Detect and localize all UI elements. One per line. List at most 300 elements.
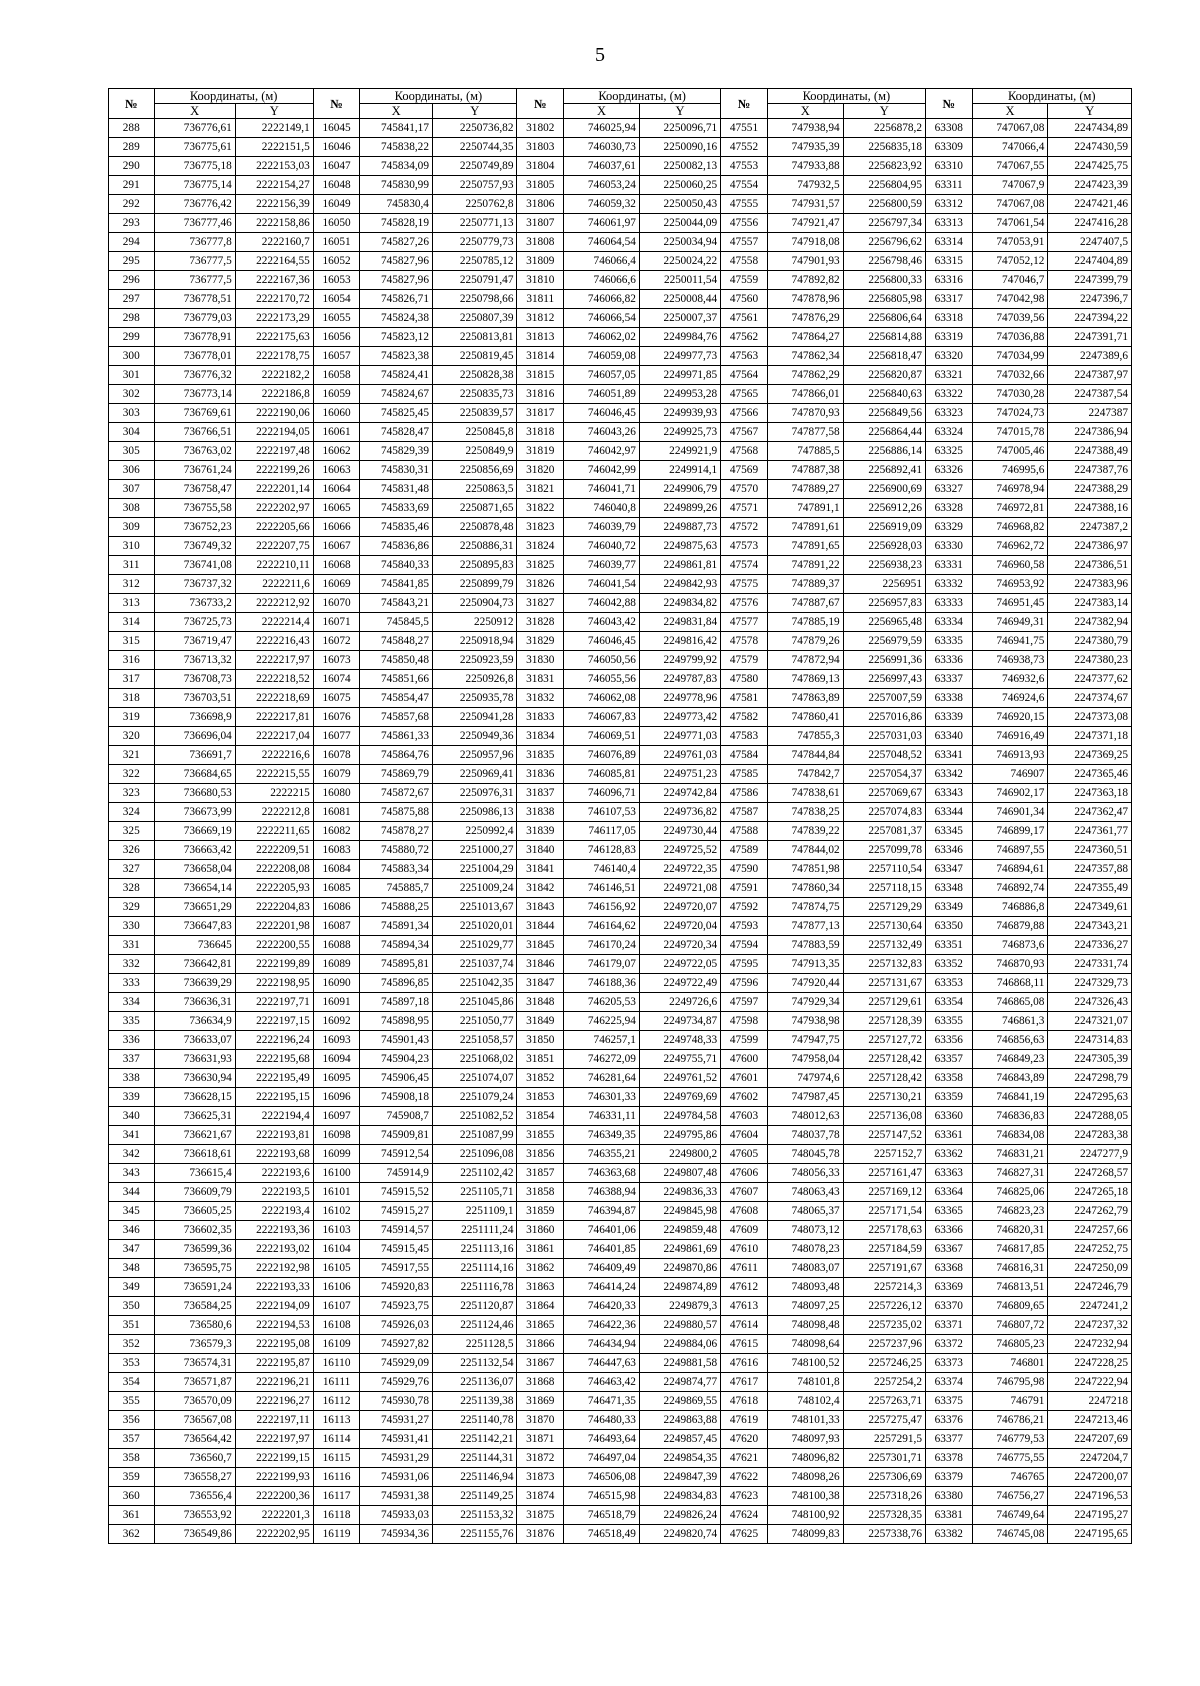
point-number-cell: 47569	[721, 461, 768, 480]
y-coordinate-cell: 2222154,27	[235, 176, 313, 195]
point-number-cell: 16071	[313, 613, 360, 632]
x-coordinate-cell: 736673,99	[154, 803, 235, 822]
point-number-cell: 31865	[517, 1316, 564, 1335]
y-coordinate-cell: 2251140,78	[432, 1411, 517, 1430]
x-coordinate-cell: 745906,45	[360, 1069, 433, 1088]
x-coordinate-cell: 745835,46	[360, 518, 433, 537]
point-number-cell: 63334	[925, 613, 972, 632]
point-number-cell: 294	[109, 233, 155, 252]
y-coordinate-cell: 2257184,59	[843, 1240, 925, 1259]
x-coordinate-cell: 745845,5	[360, 613, 433, 632]
point-number-cell: 330	[109, 917, 155, 936]
point-number-cell: 289	[109, 138, 155, 157]
y-coordinate-cell: 2222194,4	[235, 1107, 313, 1126]
x-coordinate-cell: 745883,34	[360, 860, 433, 879]
table-row	[109, 803, 1132, 822]
point-number-cell: 31838	[517, 803, 564, 822]
y-coordinate-cell: 2250798,66	[432, 290, 517, 309]
x-coordinate-cell: 748012,63	[767, 1107, 843, 1126]
column-number-header: №	[109, 89, 155, 119]
y-coordinate-cell: 2250050,43	[639, 195, 720, 214]
coordinates-header: Координаты, (м)	[154, 89, 313, 104]
y-coordinate-cell: 2222186,8	[235, 385, 313, 404]
point-number-cell: 63363	[925, 1164, 972, 1183]
y-coordinate-cell: 2249884,06	[639, 1335, 720, 1354]
point-number-cell: 16061	[313, 423, 360, 442]
point-number-cell: 31856	[517, 1145, 564, 1164]
y-coordinate-cell: 2257226,12	[843, 1297, 925, 1316]
y-coordinate-cell: 2257128,39	[843, 1012, 925, 1031]
point-number-cell: 63327	[925, 480, 972, 499]
x-coordinate-cell: 745895,81	[360, 955, 433, 974]
y-coordinate-cell: 2257132,49	[843, 936, 925, 955]
point-number-cell: 334	[109, 993, 155, 1012]
point-number-cell: 351	[109, 1316, 155, 1335]
x-coordinate-cell: 736580,6	[154, 1316, 235, 1335]
point-number-cell: 47598	[721, 1012, 768, 1031]
table-row	[109, 1107, 1132, 1126]
table-row	[109, 461, 1132, 480]
point-number-cell: 47617	[721, 1373, 768, 1392]
point-number-cell: 47623	[721, 1487, 768, 1506]
point-number-cell: 47588	[721, 822, 768, 841]
point-number-cell: 31851	[517, 1050, 564, 1069]
point-number-cell: 16072	[313, 632, 360, 651]
x-coordinate-cell: 745885,7	[360, 879, 433, 898]
y-coordinate-cell: 2247355,49	[1048, 879, 1132, 898]
point-number-cell: 359	[109, 1468, 155, 1487]
x-coordinate-cell: 747061,54	[972, 214, 1048, 233]
y-coordinate-cell: 2222151,5	[235, 138, 313, 157]
x-coordinate-cell: 746042,99	[564, 461, 640, 480]
x-coordinate-cell: 746856,63	[972, 1031, 1048, 1050]
x-coordinate-cell: 746188,36	[564, 974, 640, 993]
x-coordinate-cell: 747901,93	[767, 252, 843, 271]
point-number-cell: 63354	[925, 993, 972, 1012]
y-coordinate-cell: 2247288,05	[1048, 1107, 1132, 1126]
point-number-cell: 304	[109, 423, 155, 442]
point-number-cell: 47616	[721, 1354, 768, 1373]
point-number-cell: 300	[109, 347, 155, 366]
y-coordinate-cell: 2250899,79	[432, 575, 517, 594]
y-coordinate-cell: 2222217,97	[235, 651, 313, 670]
x-coordinate-cell: 746272,09	[564, 1050, 640, 1069]
y-coordinate-cell: 2257130,64	[843, 917, 925, 936]
y-coordinate-cell: 2257069,67	[843, 784, 925, 803]
x-coordinate-cell: 736595,75	[154, 1259, 235, 1278]
x-coordinate-cell: 747005,46	[972, 442, 1048, 461]
x-coordinate-cell: 747892,82	[767, 271, 843, 290]
point-number-cell: 16067	[313, 537, 360, 556]
x-coordinate-cell: 746066,82	[564, 290, 640, 309]
y-coordinate-cell: 2222201,98	[235, 917, 313, 936]
point-number-cell: 63316	[925, 271, 972, 290]
x-coordinate-cell: 746518,79	[564, 1506, 640, 1525]
x-coordinate-cell: 736621,67	[154, 1126, 235, 1145]
y-coordinate-cell: 2247360,51	[1048, 841, 1132, 860]
point-number-cell: 47614	[721, 1316, 768, 1335]
point-number-cell: 16114	[313, 1430, 360, 1449]
x-coordinate-cell: 736574,31	[154, 1354, 235, 1373]
x-coordinate-cell: 736741,08	[154, 556, 235, 575]
x-coordinate-cell: 746409,49	[564, 1259, 640, 1278]
y-coordinate-cell: 2222217,81	[235, 708, 313, 727]
point-number-cell: 16096	[313, 1088, 360, 1107]
table-row	[109, 1259, 1132, 1278]
x-coordinate-cell: 736658,04	[154, 860, 235, 879]
y-coordinate-cell: 2257191,67	[843, 1259, 925, 1278]
y-coordinate-cell: 2256951	[843, 575, 925, 594]
point-number-cell: 347	[109, 1240, 155, 1259]
point-number-cell: 317	[109, 670, 155, 689]
point-number-cell: 47612	[721, 1278, 768, 1297]
y-coordinate-cell: 2251020,01	[432, 917, 517, 936]
x-coordinate-cell: 736654,14	[154, 879, 235, 898]
point-number-cell: 31876	[517, 1525, 564, 1544]
x-coordinate-cell: 746831,21	[972, 1145, 1048, 1164]
x-coordinate-cell: 746040,8	[564, 499, 640, 518]
y-coordinate-cell: 2247257,66	[1048, 1221, 1132, 1240]
y-coordinate-cell: 2249755,71	[639, 1050, 720, 1069]
x-coordinate-cell: 747987,45	[767, 1088, 843, 1107]
point-number-cell: 31812	[517, 309, 564, 328]
x-coordinate-cell: 747918,08	[767, 233, 843, 252]
point-number-cell: 31853	[517, 1088, 564, 1107]
x-coordinate-cell: 736599,36	[154, 1240, 235, 1259]
table-row	[109, 1183, 1132, 1202]
x-coordinate-cell: 745850,48	[360, 651, 433, 670]
y-coordinate-cell: 2247349,61	[1048, 898, 1132, 917]
y-coordinate-cell: 2247252,75	[1048, 1240, 1132, 1259]
table-row	[109, 309, 1132, 328]
point-number-cell: 31840	[517, 841, 564, 860]
point-number-cell: 343	[109, 1164, 155, 1183]
x-coordinate-cell: 747931,57	[767, 195, 843, 214]
y-coordinate-cell: 2222202,97	[235, 499, 313, 518]
y-coordinate-cell: 2249880,57	[639, 1316, 720, 1335]
y-coordinate-cell: 2256965,48	[843, 613, 925, 632]
x-coordinate-cell: 746066,6	[564, 271, 640, 290]
point-number-cell: 63375	[925, 1392, 972, 1411]
y-coordinate-cell: 2222209,51	[235, 841, 313, 860]
y-coordinate-cell: 2247383,96	[1048, 575, 1132, 594]
point-number-cell: 31822	[517, 499, 564, 518]
point-number-cell: 63347	[925, 860, 972, 879]
x-coordinate-cell: 746067,83	[564, 708, 640, 727]
point-number-cell: 31837	[517, 784, 564, 803]
x-coordinate-cell: 746422,36	[564, 1316, 640, 1335]
y-coordinate-cell: 2257171,54	[843, 1202, 925, 1221]
point-number-cell: 47582	[721, 708, 768, 727]
point-number-cell: 47583	[721, 727, 768, 746]
x-coordinate-cell: 745838,22	[360, 138, 433, 157]
y-coordinate-cell: 2249734,87	[639, 1012, 720, 1031]
point-number-cell: 31831	[517, 670, 564, 689]
x-coordinate-cell: 745824,38	[360, 309, 433, 328]
table-row	[109, 708, 1132, 727]
y-coordinate-cell: 2257318,26	[843, 1487, 925, 1506]
point-number-cell: 63333	[925, 594, 972, 613]
point-number-cell: 16089	[313, 955, 360, 974]
y-coordinate-cell: 2257054,37	[843, 765, 925, 784]
y-coordinate-cell: 2257161,47	[843, 1164, 925, 1183]
point-number-cell: 47613	[721, 1297, 768, 1316]
y-coordinate-cell: 2222164,55	[235, 252, 313, 271]
y-coordinate-cell: 2250034,94	[639, 233, 720, 252]
x-coordinate-cell: 745823,12	[360, 328, 433, 347]
point-number-cell: 63346	[925, 841, 972, 860]
point-number-cell: 47594	[721, 936, 768, 955]
point-number-cell: 16079	[313, 765, 360, 784]
y-coordinate-cell: 2256798,46	[843, 252, 925, 271]
point-number-cell: 31808	[517, 233, 564, 252]
point-number-cell: 31810	[517, 271, 564, 290]
x-coordinate-cell: 746916,49	[972, 727, 1048, 746]
x-coordinate-cell: 736618,61	[154, 1145, 235, 1164]
x-coordinate-cell: 746040,72	[564, 537, 640, 556]
coordinates-header: Координаты, (м)	[767, 89, 925, 104]
x-coordinate-cell: 736776,61	[154, 119, 235, 138]
y-coordinate-cell: 2249906,79	[639, 480, 720, 499]
y-coordinate-cell: 2251132,54	[432, 1354, 517, 1373]
point-number-cell: 31843	[517, 898, 564, 917]
y-coordinate-cell: 2247387,2	[1048, 518, 1132, 537]
y-coordinate-cell: 2250090,16	[639, 138, 720, 157]
x-coordinate-cell: 746968,82	[972, 518, 1048, 537]
point-number-cell: 47584	[721, 746, 768, 765]
point-number-cell: 303	[109, 404, 155, 423]
point-number-cell: 16117	[313, 1487, 360, 1506]
y-coordinate-cell: 2257007,59	[843, 689, 925, 708]
x-coordinate-cell: 736625,31	[154, 1107, 235, 1126]
x-coordinate-cell: 745857,68	[360, 708, 433, 727]
x-coordinate-cell: 747947,75	[767, 1031, 843, 1050]
y-coordinate-cell: 2222199,15	[235, 1449, 313, 1468]
y-coordinate-cell: 2247228,25	[1048, 1354, 1132, 1373]
point-number-cell: 16045	[313, 119, 360, 138]
x-coordinate-cell: 746059,08	[564, 347, 640, 366]
y-coordinate-cell: 2247241,2	[1048, 1297, 1132, 1316]
point-number-cell: 293	[109, 214, 155, 233]
y-coordinate-cell: 2247369,25	[1048, 746, 1132, 765]
y-coordinate-cell: 2250969,41	[432, 765, 517, 784]
x-coordinate-cell: 748073,12	[767, 1221, 843, 1240]
x-coordinate-cell: 746030,73	[564, 138, 640, 157]
x-coordinate-cell: 747844,84	[767, 746, 843, 765]
x-coordinate-cell: 747034,99	[972, 347, 1048, 366]
y-coordinate-cell: 2256928,03	[843, 537, 925, 556]
point-number-cell: 63362	[925, 1145, 972, 1164]
y-coordinate-cell: 2222211,6	[235, 575, 313, 594]
y-coordinate-cell: 2250096,71	[639, 119, 720, 138]
x-coordinate-cell: 748098,64	[767, 1335, 843, 1354]
point-number-cell: 31849	[517, 1012, 564, 1031]
y-coordinate-cell: 2257306,69	[843, 1468, 925, 1487]
x-coordinate-cell: 746868,11	[972, 974, 1048, 993]
x-coordinate-cell: 747862,29	[767, 366, 843, 385]
y-coordinate-cell: 2250918,94	[432, 632, 517, 651]
point-number-cell: 299	[109, 328, 155, 347]
y-coordinate-cell: 2222195,15	[235, 1088, 313, 1107]
x-coordinate-cell: 736639,29	[154, 974, 235, 993]
x-coordinate-cell: 746960,58	[972, 556, 1048, 575]
y-coordinate-cell: 2249863,88	[639, 1411, 720, 1430]
point-number-cell: 47579	[721, 651, 768, 670]
y-coordinate-cell: 2257128,42	[843, 1069, 925, 1088]
point-number-cell: 340	[109, 1107, 155, 1126]
point-number-cell: 16075	[313, 689, 360, 708]
y-coordinate-cell: 2257131,67	[843, 974, 925, 993]
x-coordinate-cell: 747913,35	[767, 955, 843, 974]
point-number-cell: 16053	[313, 271, 360, 290]
x-coordinate-cell: 745915,52	[360, 1183, 433, 1202]
point-number-cell: 63358	[925, 1069, 972, 1088]
x-coordinate-cell: 747935,39	[767, 138, 843, 157]
x-coordinate-cell: 745929,09	[360, 1354, 433, 1373]
point-number-cell: 63372	[925, 1335, 972, 1354]
point-number-cell: 47605	[721, 1145, 768, 1164]
x-coordinate-cell: 746062,02	[564, 328, 640, 347]
x-coordinate-cell: 745827,96	[360, 271, 433, 290]
x-coordinate-cell: 746795,98	[972, 1373, 1048, 1392]
x-coordinate-cell: 748097,93	[767, 1430, 843, 1449]
y-coordinate-cell: 2250762,8	[432, 195, 517, 214]
point-number-cell: 16084	[313, 860, 360, 879]
y-coordinate-cell: 2249857,45	[639, 1430, 720, 1449]
y-coordinate-cell: 2250923,59	[432, 651, 517, 670]
x-coordinate-cell: 746843,89	[972, 1069, 1048, 1088]
point-number-cell: 47604	[721, 1126, 768, 1145]
point-number-cell: 16082	[313, 822, 360, 841]
point-number-cell: 63356	[925, 1031, 972, 1050]
x-coordinate-cell: 746870,93	[972, 955, 1048, 974]
x-coordinate-cell: 746493,64	[564, 1430, 640, 1449]
point-number-cell: 306	[109, 461, 155, 480]
y-coordinate-cell: 2256912,26	[843, 499, 925, 518]
point-number-cell: 47564	[721, 366, 768, 385]
x-coordinate-cell: 747870,93	[767, 404, 843, 423]
x-coordinate-cell: 746801	[972, 1354, 1048, 1373]
y-coordinate-cell: 2222175,63	[235, 328, 313, 347]
y-coordinate-cell: 2222195,68	[235, 1050, 313, 1069]
x-coordinate-cell: 745897,18	[360, 993, 433, 1012]
point-number-cell: 16076	[313, 708, 360, 727]
point-number-cell: 31813	[517, 328, 564, 347]
y-coordinate-cell: 2256818,47	[843, 347, 925, 366]
x-coordinate-cell: 745915,45	[360, 1240, 433, 1259]
point-number-cell: 16094	[313, 1050, 360, 1069]
point-number-cell: 63349	[925, 898, 972, 917]
point-number-cell: 314	[109, 613, 155, 632]
point-number-cell: 16064	[313, 480, 360, 499]
point-number-cell: 16081	[313, 803, 360, 822]
table-row	[109, 613, 1132, 632]
point-number-cell: 47561	[721, 309, 768, 328]
x-coordinate-cell: 747855,3	[767, 727, 843, 746]
point-number-cell: 63324	[925, 423, 972, 442]
x-coordinate-cell: 747879,26	[767, 632, 843, 651]
table-row	[109, 1069, 1132, 1088]
y-coordinate-cell: 2222193,4	[235, 1202, 313, 1221]
table-row	[109, 1468, 1132, 1487]
point-number-cell: 63344	[925, 803, 972, 822]
x-coordinate-cell: 746820,31	[972, 1221, 1048, 1240]
table-row	[109, 271, 1132, 290]
point-number-cell: 327	[109, 860, 155, 879]
x-coordinate-cell: 736691,7	[154, 746, 235, 765]
x-coordinate-cell: 746765	[972, 1468, 1048, 1487]
point-number-cell: 31809	[517, 252, 564, 271]
x-coordinate-cell: 748083,07	[767, 1259, 843, 1278]
x-coordinate-cell: 736776,32	[154, 366, 235, 385]
y-coordinate-cell: 2256991,36	[843, 651, 925, 670]
x-coordinate-cell: 745834,09	[360, 157, 433, 176]
y-coordinate-cell: 2257338,76	[843, 1525, 925, 1544]
table-row	[109, 119, 1132, 138]
y-coordinate-cell: 2257136,08	[843, 1107, 925, 1126]
point-number-cell: 16070	[313, 594, 360, 613]
y-coordinate-cell: 2247362,47	[1048, 803, 1132, 822]
point-number-cell: 47574	[721, 556, 768, 575]
x-coordinate-cell: 747842,7	[767, 765, 843, 784]
x-coordinate-cell: 736633,07	[154, 1031, 235, 1050]
y-coordinate-cell: 2249971,85	[639, 366, 720, 385]
point-number-cell: 31829	[517, 632, 564, 651]
x-coordinate-cell: 745833,69	[360, 499, 433, 518]
point-number-cell: 31819	[517, 442, 564, 461]
point-number-cell: 47597	[721, 993, 768, 1012]
y-coordinate-cell: 2256886,14	[843, 442, 925, 461]
point-number-cell: 292	[109, 195, 155, 214]
point-number-cell: 307	[109, 480, 155, 499]
point-number-cell: 63321	[925, 366, 972, 385]
point-number-cell: 329	[109, 898, 155, 917]
x-coordinate-cell: 736602,35	[154, 1221, 235, 1240]
y-coordinate-cell: 2222218,52	[235, 670, 313, 689]
y-coordinate-cell: 2250871,65	[432, 499, 517, 518]
table-row	[109, 1031, 1132, 1050]
x-coordinate-cell: 746140,4	[564, 860, 640, 879]
point-number-cell: 16103	[313, 1221, 360, 1240]
y-coordinate-cell: 2251153,32	[432, 1506, 517, 1525]
point-number-cell: 16052	[313, 252, 360, 271]
y-coordinate-cell: 2250935,78	[432, 689, 517, 708]
point-number-cell: 63326	[925, 461, 972, 480]
x-coordinate-cell: 748056,33	[767, 1164, 843, 1183]
y-coordinate-cell: 2222197,97	[235, 1430, 313, 1449]
point-number-cell: 63366	[925, 1221, 972, 1240]
point-number-cell: 31871	[517, 1430, 564, 1449]
point-number-cell: 47606	[721, 1164, 768, 1183]
point-number-cell: 63343	[925, 784, 972, 803]
point-number-cell: 63328	[925, 499, 972, 518]
y-coordinate-cell: 2250957,96	[432, 746, 517, 765]
y-coordinate-cell: 2249834,82	[639, 594, 720, 613]
point-number-cell: 16049	[313, 195, 360, 214]
table-row	[109, 1012, 1132, 1031]
y-coordinate-cell: 2247389,6	[1048, 347, 1132, 366]
y-coordinate-cell: 2256820,87	[843, 366, 925, 385]
y-coordinate-cell: 2249742,84	[639, 784, 720, 803]
y-coordinate-cell: 2222197,11	[235, 1411, 313, 1430]
x-coordinate-cell: 747839,22	[767, 822, 843, 841]
x-coordinate-cell: 747860,34	[767, 879, 843, 898]
point-number-cell: 31832	[517, 689, 564, 708]
x-coordinate-cell: 736696,04	[154, 727, 235, 746]
y-coordinate-cell: 2222195,49	[235, 1069, 313, 1088]
x-coordinate-cell: 736703,51	[154, 689, 235, 708]
point-number-cell: 63322	[925, 385, 972, 404]
